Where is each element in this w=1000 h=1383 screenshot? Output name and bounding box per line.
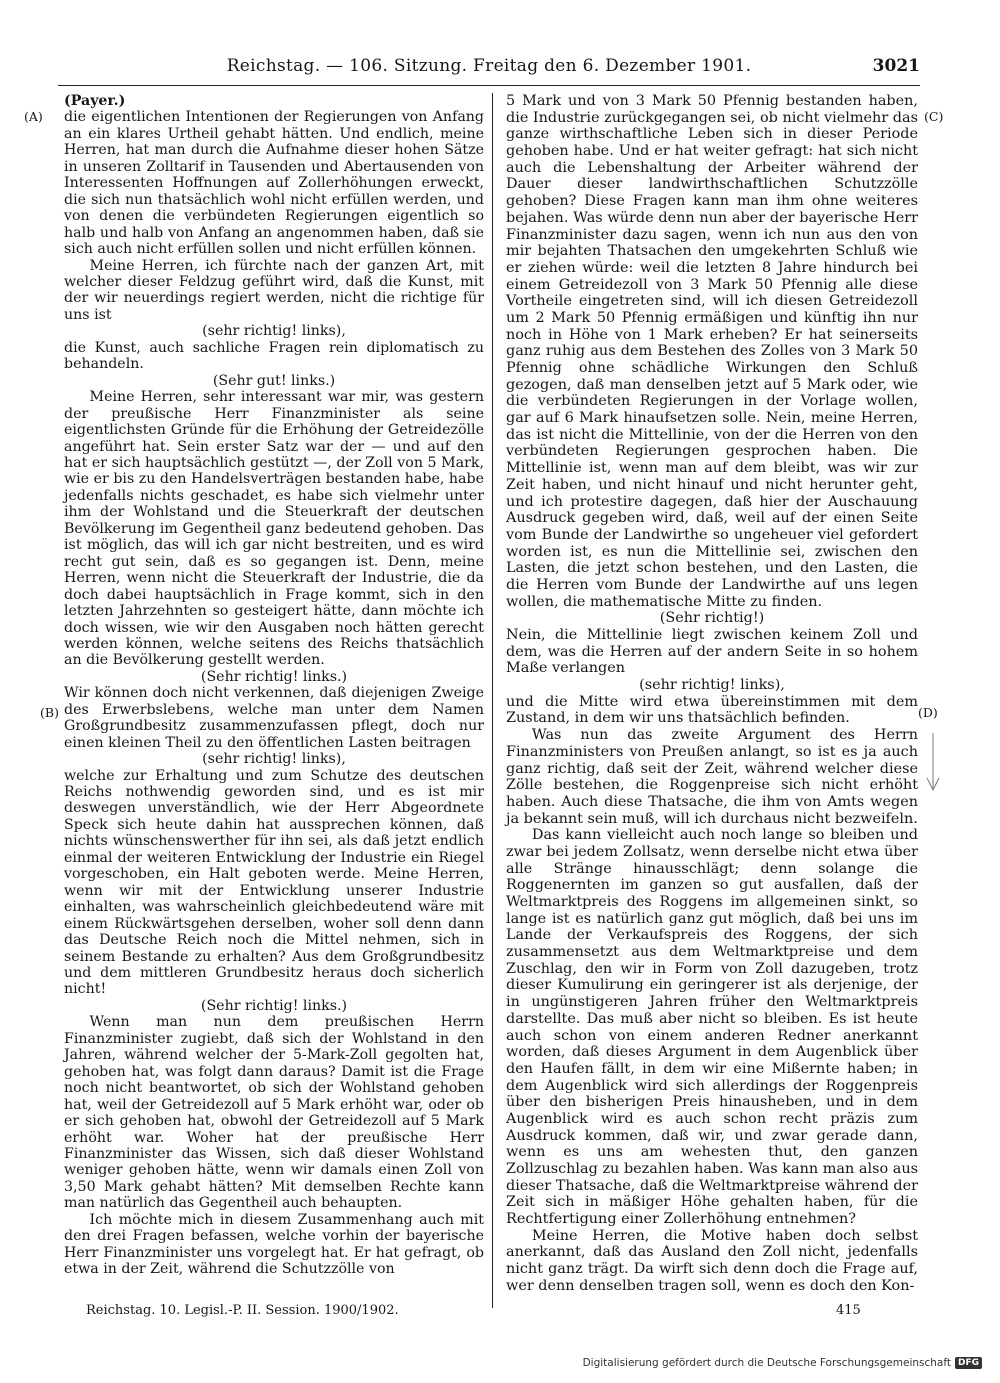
paragraph: Das kann vielleicht auch noch lange so bleiben und zwar bei jedem Zollsatz, wenn derselbe nicht etwa über alle Stränge hinausschlägt; denn solange die Roggenernten im ganzen so gut ausfallen, daß der Weltmarktpreis des Roggens im allgemeinen sinkt, so lange ist es natürlich ganz gut möglich, daß bei uns im Lande der Verkaufspreis des Roggens, der sich zusammensetzt aus dem Weltmarktpreise und dem Zuschlag, den wir in Form von Zoll dazugeben, trotz dieser Kumulirung ein geringerer ist als derjenige, der in ungünstigeren Jahren früher den Weltmarktpreis darstellte. Das muß aber nicht so bleiben. Es ist heute auch schon von einem anderen Redner anerkannt worden, daß dieses Argument in dem Augenblick über den Haufen fällt, in dem wir eine Mißernte haben; in dem Augenblick wird sich allerdings der Roggenpreis über den bisherigen Preis hinausheben, und in dem Augenblick wird es auch schon recht präzis zum Ausdruck kommen, daß wir, und zwar gerade dann, wenn es uns am wehesten thut, den ganzen Zollzuschlag zu bezahlen haben. Was kann man also aus dieser Thatsache, daß die Weltmarktpreise während der Zeit sich in mäßiger Höhe gehalten haben, für die Rechtfertigung einer Zollerhöhung entnehmen? bbox=[506, 827, 918, 1228]
paragraph: Ich möchte mich in diesem Zusammenhang auch mit den drei Fragen befassen, welche vorhin der bayerische Herr Finanzminister uns vorgelegt hat. Er hat gefragt, ob etwa in der Zeit, während die Schutzzölle von bbox=[64, 1211, 484, 1278]
margin-mark-c: (C) bbox=[924, 109, 944, 124]
paragraph: die eigentlichen Intentionen der Regierungen von Anfang an ein klares Urtheil gehabt hätten. Und endlich, meine Herren, hat man durch die Aufnahme dieser hohen Sätze in unseren Zolltarif in Tausenden und Abertausenden von Interessenten Hoffnungen auf Zollerhöhungen erweckt, die sich nun thatsächlich wohl nicht erfüllen werden, und von denen die verbündeten Regierungen eigentlich so halb und halb von Anfang an angenommen haben, daß sie sich auch nicht erfüllen sollen und nicht erfüllen können. bbox=[64, 109, 484, 258]
interjection: (Sehr gut! links.) bbox=[212, 372, 336, 389]
paragraph: und die Mitte wird etwa übereinstimmen mit dem Zustand, in dem wir uns thatsächlich befinden. bbox=[506, 693, 918, 727]
paragraph: welche zur Erhaltung und zum Schutze des deutschen Reichs nothwendig geworden sind, und es ist mir deswegen unverständlich, wie der Herr Abgeordnete Speck sich heute dahin hat aussprechen können, daß nichts wünschenswerther für ihn sei, als daß jetzt endlich einmal der weiteren Entwicklung der Industrie ein Riegel vorgeschoben, ein Halt geboten werde. Meine Herren, wenn wir mit der Entwicklung unserer Industrie einhalten, was wahrscheinlich gleichbedeutend wäre mit einem Rückwärtsgehen derselben, woher soll denn dann das Deutsche Reich noch die Mittel nehmen, sich in seinem Bestande zu erhalten? Aus dem Großgrundbesitz und dem mittleren Grundbesitz heraus doch sicherlich nicht! bbox=[64, 767, 484, 998]
margin-mark-b: (B) bbox=[40, 705, 59, 720]
interjection: (sehr richtig! links), bbox=[639, 677, 785, 694]
paragraph: Meine Herren, die Motive haben doch selbst anerkannt, daß das Ausland den Zoll nicht, jedenfalls nicht ganz trägt. Da wirft sich denn doch die Frage auf, wer denn denselben tragen soll, wenn es doch den Kon- bbox=[506, 1227, 918, 1294]
footer-page-number: 415 bbox=[836, 1303, 861, 1318]
paragraph: Wir können doch nicht verkennen, daß diejenigen Zweige des Erwerbslebens, welche man unter dem Namen Großgrundbesitz zusammenzufassen pflegt, doch nur einen kleinen Theil zu den öffentlichen Lasten beitragen bbox=[64, 685, 484, 751]
paragraph: Meine Herren, sehr interessant war mir, was gestern der preußische Herr Finanzminister als seine eigentlichsten Gründe für die Erhöhung der Getreidezölle angeführt hat. Sein erster Satz war der — und auf den hat er sich hauptsächlich gestützt —, der Zoll von 5 Mark, wie er bis zu den Handelsverträgen bestanden habe, habe jedenfalls nichts geschadet, es habe sich vielmehr unter ihm der Wohlstand und die Steuerkraft der deutschen Bevölkerung im Gegentheil ganz bedeutend gehoben. Das ist möglich, das will ich gar nicht bestreiten, und es wird recht gut sein, daß es so gegangen ist. Denn, meine Herren, wenn nicht die Steuerkraft der Industrie, die da doch dabei hauptsächlich in Frage kommt, sich in den letzten Jahrzehnten so gesteigert hätte, dann möchte ich doch wissen, wie wir den Ausgaben noch hätten gerecht werden können, welche seitens des Reichs thatsächlich an die Bevölkerung gestellt werden. bbox=[64, 389, 484, 669]
interjection: (Sehr richtig! links.) bbox=[200, 668, 348, 685]
paragraph: Was nun das zweite Argument des Herrn Finanzministers von Preußen anlangt, so ist es ja auch ganz richtig, daß seit der Zeit, während welcher diese Zölle bestehen, die Roggenpreise sich nicht erhöht haben. Auch diese Thatsache, die ihm von Amts wegen ja bekannt sein muß, will ich durchaus nicht bezweifeln. bbox=[506, 727, 918, 827]
page-header bbox=[58, 55, 920, 86]
interjection: (Sehr richtig!) bbox=[659, 610, 765, 627]
header-page-number: 3021 bbox=[872, 56, 920, 76]
column-divider bbox=[492, 93, 493, 1308]
paragraph: Wenn man nun dem preußischen Herrn Finanzminister zugiebt, daß sich der Wohlstand in den Jahren, während welcher der 5-Mark-Zoll gegolten hat, gehoben hat, was folgt dann daraus? Damit ist die Frage noch nicht beantwortet, ob sich der Wohlstand gehoben hat, weil der Getreidezoll auf 5 Mark erhöht war, oder ob er sich gehoben hat, obwohl der Getreidezoll auf 5 Mark erhöht war. Woher hat der preußische Herr Finanzminister das Wissen, sich daß dieser Wohlstand weniger gehoben hätte, wenn wir damals einen Zoll von 3,50 Mark gehabt hätten? Mit demselben Rechte kann man natürlich das Gegentheil auch behaupten. bbox=[64, 1014, 484, 1212]
margin-mark-a: (A) bbox=[24, 109, 43, 124]
right-text-column bbox=[506, 93, 918, 1295]
dfg-logo-icon: DFG bbox=[955, 1357, 982, 1369]
paragraph: Nein, die Mittellinie liegt zwischen keinem Zoll und dem, was die Herren auf der andern Seite in so hohem Maße verlangen bbox=[506, 627, 918, 677]
credit-text: Digitalisierung gefördert durch die Deutsche Forschungsgemeinschaft bbox=[582, 1357, 951, 1369]
interjection: (Sehr richtig! links.) bbox=[200, 997, 348, 1014]
margin-arrow-icon bbox=[924, 733, 942, 793]
left-text-column bbox=[64, 93, 484, 1278]
header-title: Reichstag. — 106. Sitzung. Freitag den 6. Dezember 1901. bbox=[226, 56, 752, 76]
digitization-credit bbox=[583, 1357, 982, 1369]
margin-mark-d: (D) bbox=[918, 705, 938, 720]
interjection: (sehr richtig! links), bbox=[202, 751, 346, 768]
paragraph: 5 Mark und von 3 Mark 50 Pfennig bestanden haben, die Industrie zurückgegangen sei, ob nicht vielmehr das ganze wirthschaftliche Leben sich in dieser Periode gehoben habe. Und er hat weiter gefragt: hat sich nicht auch die Lebenshaltung der Arbeiter während der Dauer dieser landwirthschaftlichen Schutzzölle gehoben? Diese Fragen kann man ihm ohne weiteres bejahen. Was würde denn nun aber der bayerische Herr Finanzminister dazu sagen, wenn ich nun aus den von mir bejahten Thatsachen den umgekehrten Schluß wie er ziehen würde: weil die letzten 8 Jahre hindurch bei einem Getreidezoll von 3 Mark 50 Pfennig alle diese Vortheile eingetreten sind, will ich diesen Getreidezoll um 2 Mark 50 Pfennig ermäßigen und künftig ihn nur noch in Höhe von 1 Mark erheben? Er hat seinerseits ganz ruhig aus dem Bestehen des Zolles von 3 Mark 50 Pfennig ohne schädliche Wirkungen den Schluß gezogen, daß man denselben jetzt auf 5 Mark oder, wie die verbündeten Regierungen in der Vorlage wollen, gar auf 6 Mark hinaufsetzen solle. Nein, meine Herren, das ist nicht die Mittellinie, von der die Herren von den verbündeten Regierungen gesprochen haben. Die Mittellinie ist, wenn man auf dem bleibt, was wir zur Zeit haben, und nicht hinauf und nicht herunter geht, und ich protestire dagegen, daß hier der Auschauung Ausdruck gegeben wird, daß, weil auf der einen Seite vom Bunde der Landwirthe so ungeheuer viel gefordert worden ist, es nun die Mittellinie sei, zwischen den Lasten, die jetzt schon bestehen, und den Lasten, die die Herren vom Bunde der Landwirthe auf uns legen wollen, die mathematische Mitte zu finden. bbox=[506, 93, 918, 610]
paragraph: Meine Herren, ich fürchte nach der ganzen Art, mit welcher dieser Feldzug geführt wird, daß die Kunst, mit der wir neuerdings regiert werden, nicht die richtige für uns ist bbox=[64, 257, 484, 323]
footer-publication-info: Reichstag. 10. Legisl.-P. II. Session. 1900/1902. bbox=[86, 1303, 399, 1318]
interjection: (sehr richtig! links), bbox=[202, 323, 346, 340]
speaker-name: (Payer.) bbox=[64, 93, 126, 109]
paragraph: die Kunst, auch sachliche Fragen rein diplomatisch zu behandeln. bbox=[64, 339, 484, 373]
